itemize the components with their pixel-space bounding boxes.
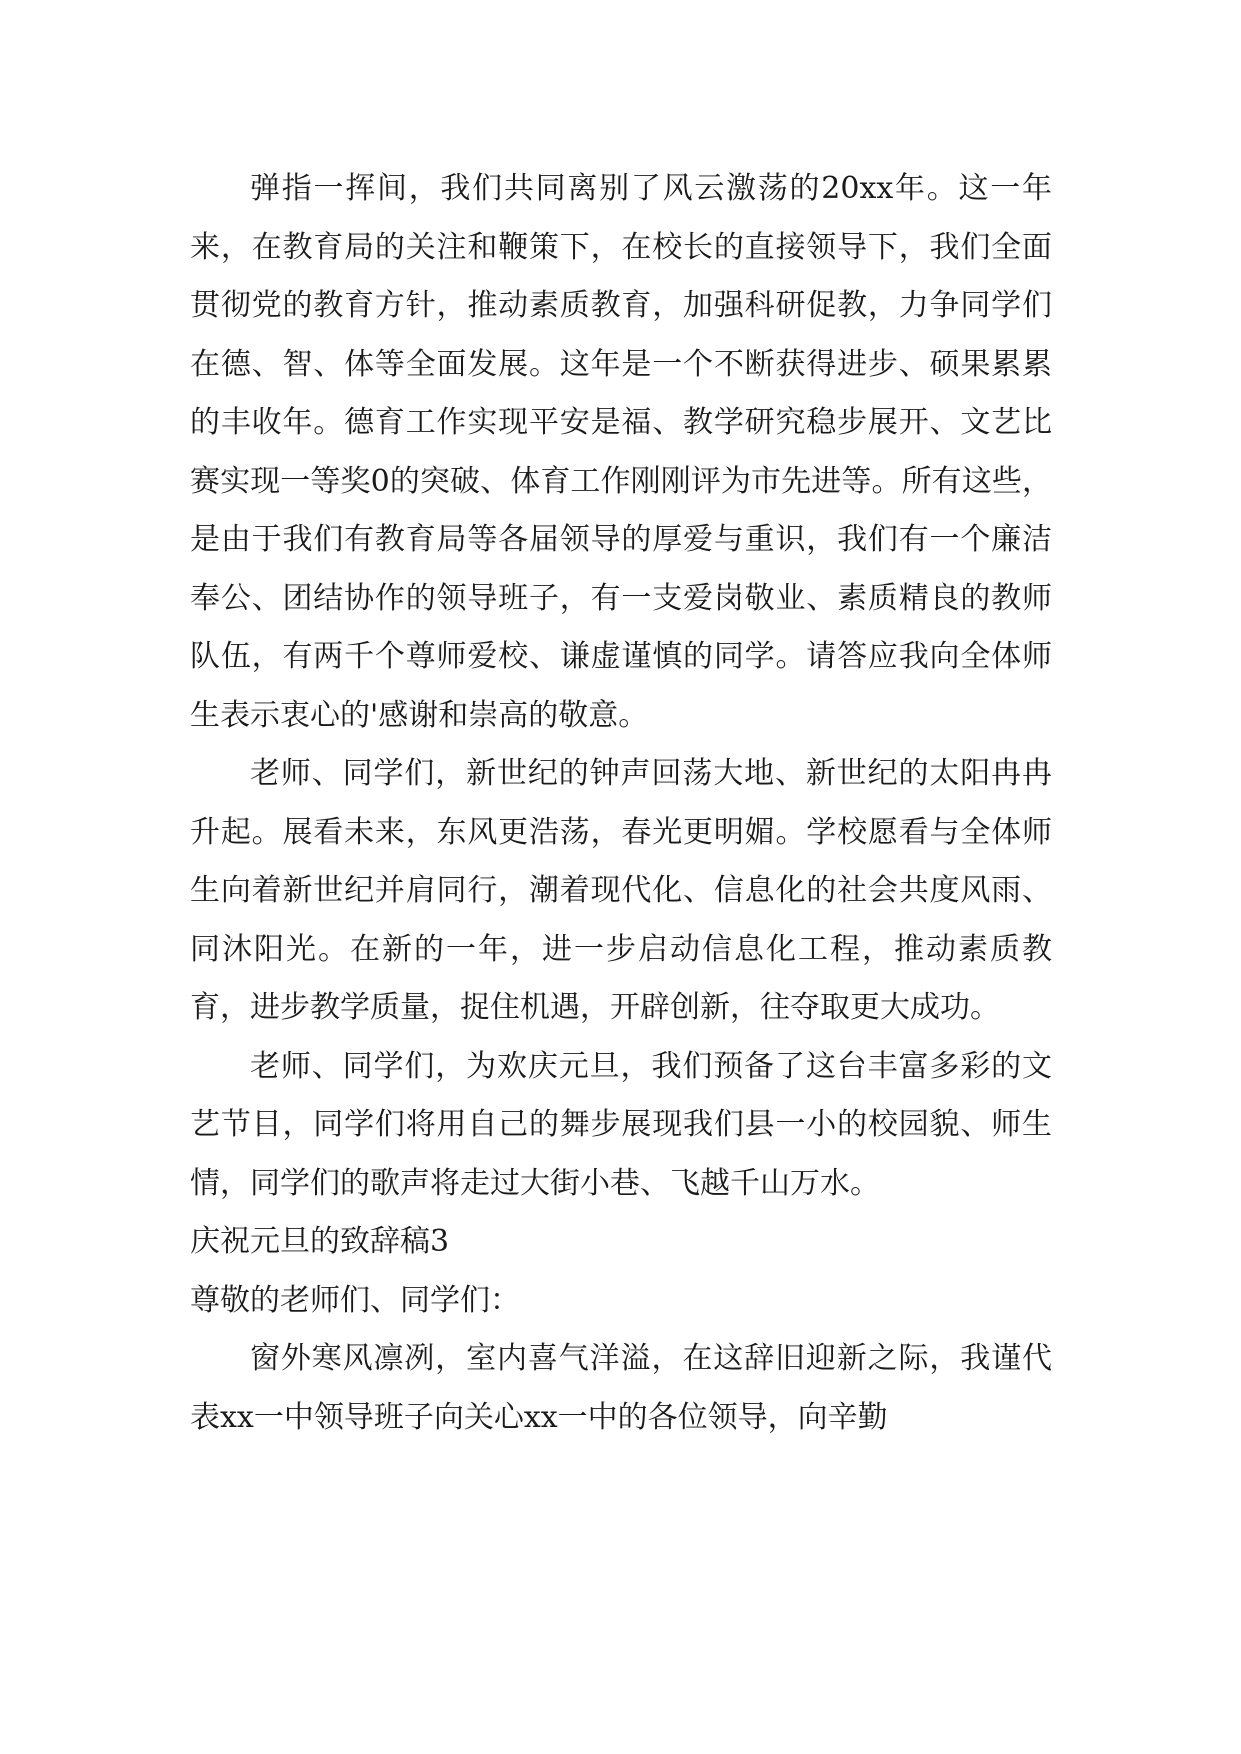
paragraph-opening: 窗外寒风凛冽，室内喜气洋溢，在这辞旧迎新之际，我谨代表xx一中领导班子向关心xx一中的各位领导，向辛勤 (190, 1341, 1052, 1435)
paragraph-celebration: 老师、同学们，为欢庆元旦，我们预备了这台丰富多彩的文艺节目，同学们将用自己的舞步展现我们县一小的校园貌、师生情，同学们的歌声将走过大街小巷、飞越千山万水。 (190, 1048, 1052, 1201)
paragraph-new-century: 老师、同学们，新世纪的钟声回荡大地、新世纪的太阳冉冉升起。展看未来，东风更浩荡，春光更明媚。学校愿看与全体师生向着新世纪并肩同行，潮着现代化、信息化的社会共度风雨、同沐阳光。在新的一年，进一步启动信息化工程，推动素质教育，进步教学质量，捉住机遇，开辟创新，往夺取更大成功。 (190, 756, 1052, 1025)
document-body (190, 160, 1052, 1447)
section-title: 庆祝元旦的致辞稿3 (190, 1224, 450, 1259)
paragraph-year-review: 弹指一挥间，我们共同离别了风云激荡的20xx年。这一年来，在教育局的关注和鞭策下，在校长的直接领导下，我们全面贯彻党的教育方针，推动素质教育，加强科研促教，力争同学们在德、智、体等全面发展。这年是一个不断获得进步、硕果累累的丰收年。德育工作实现平安是福、教学研究稳步展开、文艺比赛实现一等奖0的突破、体育工作刚刚评为市先进等。所有这些，是由于我们有教育局等各届领导的厚爱与重识，我们有一个廉洁奉公、团结协作的领导班子，有一支爱岗敬业、素质精良的教师队伍，有两千个尊师爱校、谦虚谨慎的同学。请答应我向全体师生表示衷心的'感谢和崇高的敬意。 (190, 171, 1052, 733)
salutation: 尊敬的老师们、同学们： (190, 1282, 520, 1318)
